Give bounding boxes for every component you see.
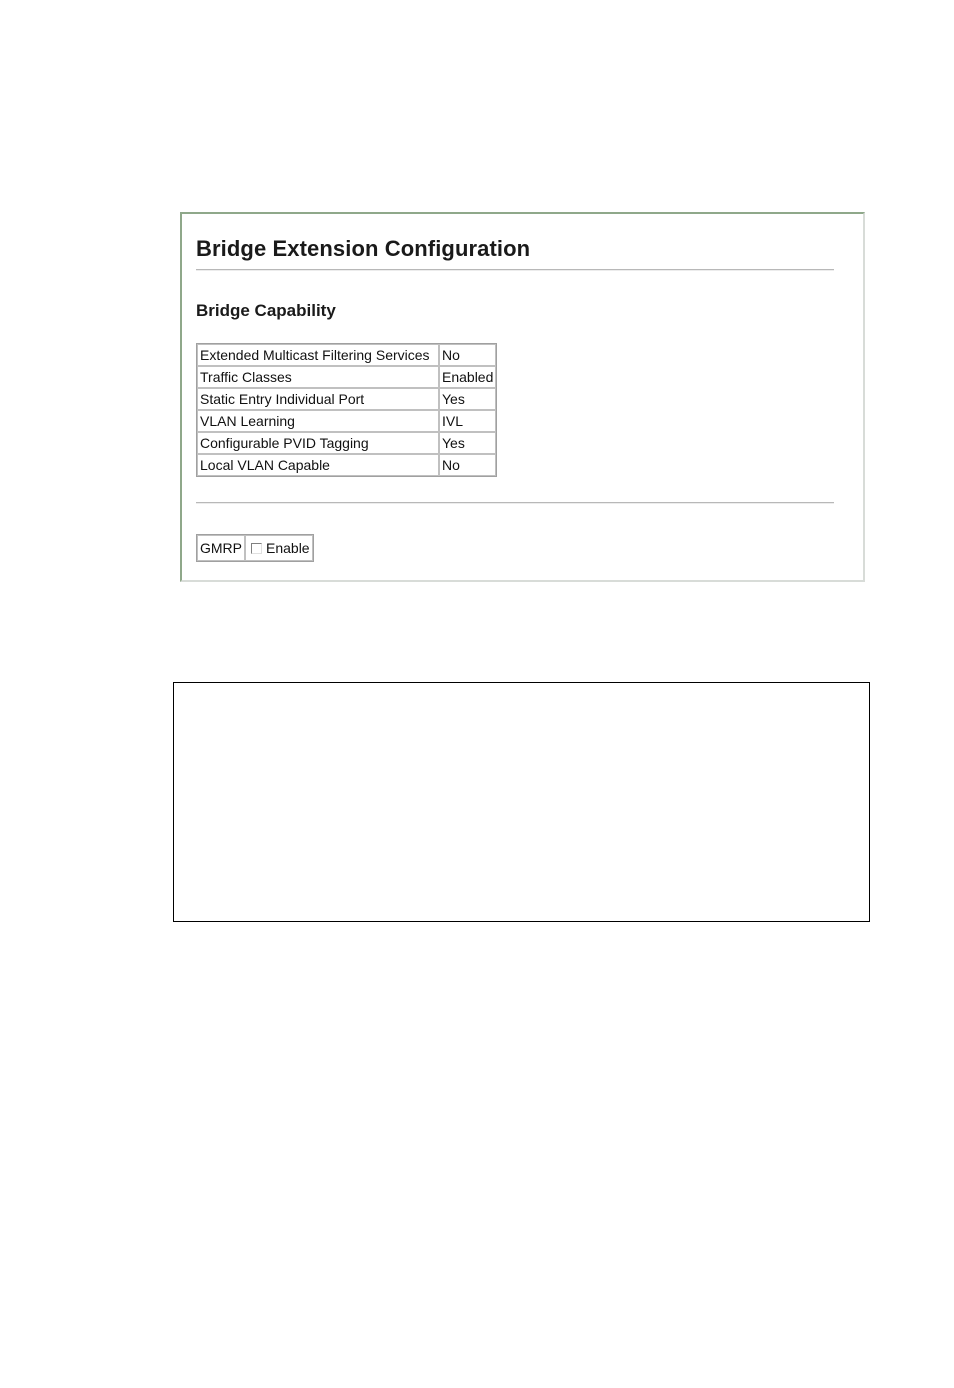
gmrp-label: GMRP [197, 535, 245, 561]
bridge-capability-table [196, 343, 497, 477]
capability-label: Traffic Classes [197, 366, 439, 388]
table-row [197, 535, 313, 561]
capability-value: Enabled [439, 366, 496, 388]
capability-label: VLAN Learning [197, 410, 439, 432]
capability-value: IVL [439, 410, 496, 432]
section-divider [196, 502, 834, 504]
capability-label: Local VLAN Capable [197, 454, 439, 476]
gmrp-enable-checkbox[interactable] [251, 543, 262, 554]
capability-label: Configurable PVID Tagging [197, 432, 439, 454]
capability-label: Static Entry Individual Port [197, 388, 439, 410]
gmrp-enable-label[interactable]: Enable [266, 540, 310, 556]
section-title: Bridge Capability [196, 301, 336, 320]
capability-value: No [439, 454, 496, 476]
gmrp-table [196, 534, 314, 562]
capability-value: Yes [439, 432, 496, 454]
table-row [197, 388, 496, 410]
table-row [197, 344, 496, 366]
capability-label: Extended Multicast Filtering Services [197, 344, 439, 366]
table-row [197, 410, 496, 432]
bridge-extension-panel [180, 212, 865, 582]
table-row [197, 454, 496, 476]
capability-value: Yes [439, 388, 496, 410]
title-divider [196, 269, 834, 271]
table-row [197, 432, 496, 454]
table-row [197, 366, 496, 388]
capability-value: No [439, 344, 496, 366]
cli-example-box [173, 682, 870, 922]
gmrp-enable-cell [245, 535, 313, 561]
page-title: Bridge Extension Configuration [196, 236, 531, 261]
